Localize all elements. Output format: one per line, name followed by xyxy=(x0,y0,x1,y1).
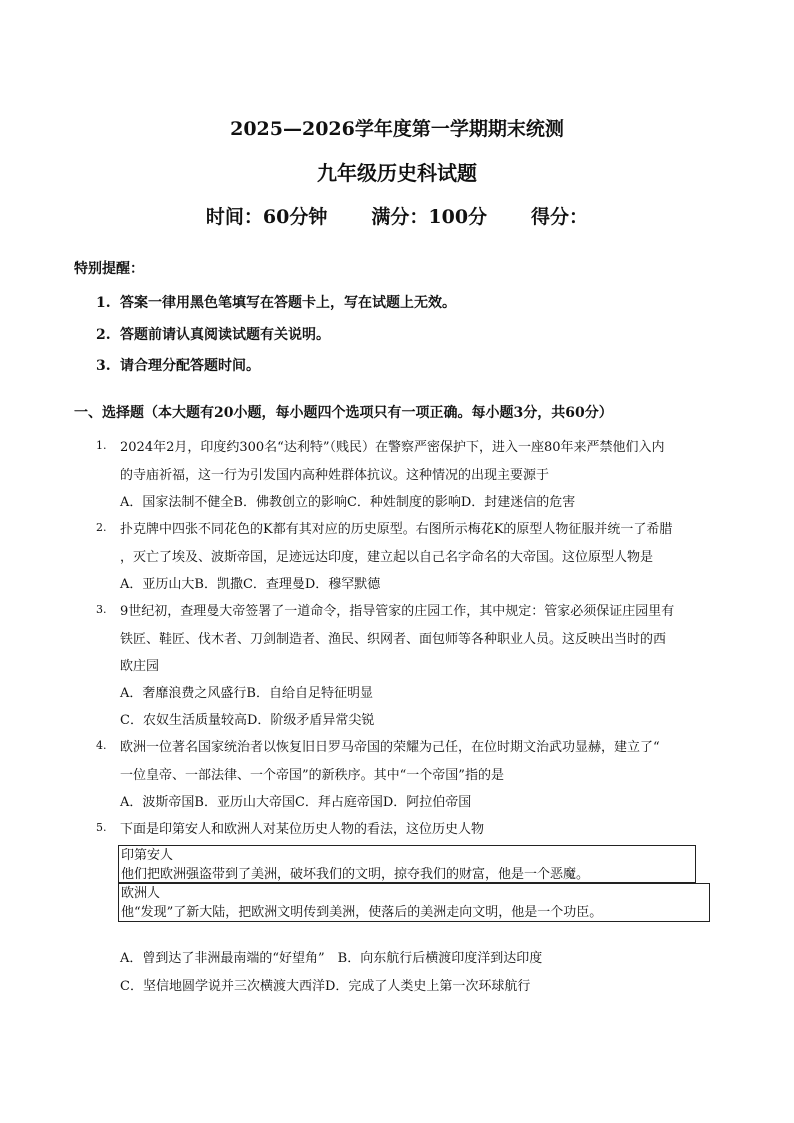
question-option-line: A．国家法制不健全B．佛教创立的影响C．种姓制度的影响D．封建迷信的危害 xyxy=(120,495,576,510)
reminder-item xyxy=(96,355,260,375)
exam-meta xyxy=(0,202,794,229)
question-number: 4. xyxy=(96,739,107,752)
quote-box-indian xyxy=(118,845,696,883)
question-text-line: ，灭亡了埃及、波斯帝国，足迹远达印度，建立起以自己名字命名的大帝国。这位原型人物是 xyxy=(120,550,654,565)
exam-subtitle: 九年级历史科试题 xyxy=(317,161,477,185)
question-text-line: 9世纪初，查理曼大帝签署了一道命令，指导管家的庄园工作，其中规定：管家必须保证庄园里有 xyxy=(120,604,675,619)
question-text-line: 2024年2月，印度约300名“达利特”（贱民）在警察严密保护下，进入一座80年来严禁他们入内 xyxy=(120,440,665,455)
quote-speaker: 印第安人 xyxy=(121,848,174,863)
question-text-line: 一位皇帝、一部法律、一个帝国”的新秩序。其中“一个帝国”指的是 xyxy=(120,768,504,783)
question-text-line: 下面是印第安人和欧洲人对某位历史人物的看法，这位历史人物 xyxy=(120,822,485,837)
exam-score-field: 得分： xyxy=(531,206,589,228)
question-option-line: A．奢靡浪费之风盛行B．自给自足特征明显 xyxy=(120,686,373,701)
reminder-item xyxy=(96,292,456,312)
question-option-line: C．农奴生活质量较高D．阶级矛盾异常尖锐 xyxy=(120,713,375,728)
exam-title: 2025—2026学年度第一学期期末统测 xyxy=(230,118,564,140)
exam-full-score: 满分：100分 xyxy=(371,206,488,228)
question-number: 1. xyxy=(96,439,107,452)
question-text-line: 欧洲一位著名国家统治者以恢复旧日罗马帝国的荣耀为己任，在位时期文治武功显赫，建立了“ xyxy=(120,740,660,755)
reminder-item xyxy=(96,324,330,344)
question-text-line: 铁匠、鞋匠、伐木者、刀剑制造者、渔民、织网者、面包师等各种职业人员。这反映出当时的西 xyxy=(120,632,667,647)
question-text-line: 的寺庙祈福，这一行为引发国内高种姓群体抗议。这种情况的出现主要源于 xyxy=(120,468,550,483)
question-option-line: A．曾到达了非洲最南端的“好望角” B．向东航行后横渡印度洋到达印度 xyxy=(120,951,543,966)
reminder-label: 特别提醒： xyxy=(74,261,144,277)
quote-speaker: 欧洲人 xyxy=(121,886,161,901)
reminder-item-text: 请合理分配答题时间。 xyxy=(120,358,260,374)
quote-text: 他们把欧洲强盗带到了美洲，破坏我们的文明，掠夺我们的财富，他是一个恶魔。 xyxy=(121,867,590,882)
question-option-line: A．亚历山大B．凯撒C．查理曼D．穆罕默德 xyxy=(120,577,381,592)
reminder-item-text: 答题前请认真阅读试题有关说明。 xyxy=(120,327,330,343)
reminder-item-text: 答案一律用黑色笔填写在答题卡上，写在试题上无效。 xyxy=(120,295,456,311)
question-option-line: C．坚信地圆学说并三次横渡大西洋D．完成了人类史上第一次环球航行 xyxy=(120,979,531,994)
question-number: 2. xyxy=(96,521,107,534)
question-number: 5. xyxy=(96,821,107,834)
reminder-item-number: 2. xyxy=(96,327,111,343)
quote-box-european xyxy=(118,883,710,922)
question-number: 3. xyxy=(96,603,107,616)
exam-time: 时间：60分钟 xyxy=(205,206,328,228)
question-text-line: 扑克牌中四张不同花色的K都有其对应的历史原型。右图所示梅花K的原型人物征服并统一了希腊 xyxy=(120,522,673,537)
reminder-item-number: 1. xyxy=(96,295,111,311)
reminder-item-number: 3. xyxy=(96,358,111,374)
quote-text: 他“发现”了新大陆，把欧洲文明传到美洲，使落后的美洲走向文明，他是一个功臣。 xyxy=(121,905,603,920)
question-option-line: A．波斯帝国B．亚历山大帝国C．拜占庭帝国D．阿拉伯帝国 xyxy=(120,795,472,810)
section-header: 一、选择题（本大题有20小题，每小题四个选项只有一项正确。每小题3分，共60分） xyxy=(74,405,613,421)
question-text-line: 欧庄园 xyxy=(120,659,160,674)
